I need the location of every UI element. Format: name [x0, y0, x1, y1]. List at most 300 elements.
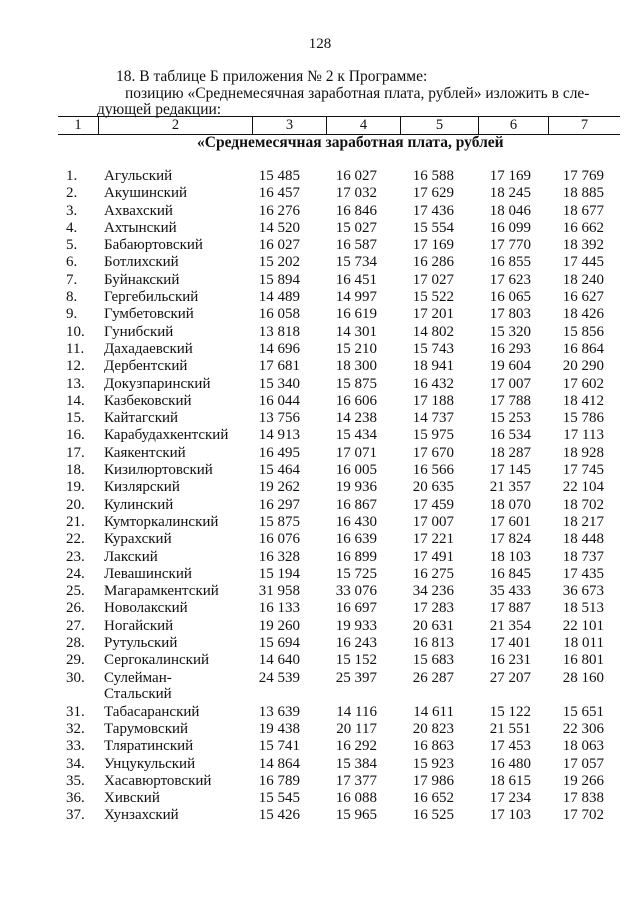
salary-value-column-6: 18 046 [489, 202, 531, 219]
salary-value-column-4: 16 088 [335, 790, 377, 807]
salary-value-column-3: 16 328 [258, 548, 300, 565]
table-row [0, 704, 640, 721]
table-row [0, 600, 640, 617]
salary-value-column-3: 15 545 [258, 790, 300, 807]
salary-value-column-3: 15 894 [258, 271, 300, 288]
district-name: Хунзахский [104, 807, 179, 824]
row-number: 33. [66, 738, 85, 755]
table-row [0, 289, 640, 306]
district-name: Левашинский [104, 565, 192, 582]
salary-value-column-5: 16 432 [412, 375, 454, 392]
salary-value-column-7: 18 240 [562, 271, 604, 288]
page-number: 128 [308, 36, 332, 52]
table-row [0, 583, 640, 600]
salary-value-column-3: 14 520 [258, 219, 300, 236]
salary-value-column-6: 17 803 [489, 306, 531, 323]
table-row [0, 445, 640, 462]
salary-value-column-4: 19 936 [335, 479, 377, 496]
salary-value-column-6: 35 433 [489, 583, 531, 600]
table-row [0, 185, 640, 202]
salary-value-column-5: 17 007 [412, 513, 454, 530]
district-name: Хасавюртовский [104, 772, 212, 789]
district-name: Сергокалинский [104, 652, 210, 669]
district-name: Сулейман- Стальский [104, 669, 172, 703]
salary-value-column-7: 15 786 [562, 410, 604, 427]
amendment-text-line-1: позицию «Среднемесячная заработная плата, рублей» изложить в сле- [125, 85, 590, 102]
table-row [0, 773, 640, 790]
column-number-3: 3 [252, 117, 326, 134]
table-row [0, 479, 640, 496]
row-number: 3. [66, 202, 78, 219]
salary-value-column-7: 20 290 [562, 358, 604, 375]
salary-value-column-3: 16 058 [258, 306, 300, 323]
salary-value-column-4: 16 292 [335, 738, 377, 755]
row-number: 29. [66, 652, 85, 669]
salary-value-column-5: 17 436 [412, 202, 454, 219]
salary-value-column-6: 21 551 [489, 720, 531, 737]
salary-value-column-5: 14 802 [412, 323, 454, 340]
salary-value-column-5: 26 287 [412, 669, 454, 686]
salary-value-column-5: 17 459 [412, 496, 454, 513]
salary-value-column-3: 15 694 [258, 635, 300, 652]
salary-value-column-3: 15 741 [258, 738, 300, 755]
salary-value-column-6: 16 231 [489, 652, 531, 669]
salary-value-column-3: 19 260 [258, 617, 300, 634]
salary-value-column-6: 18 070 [489, 496, 531, 513]
row-number: 1. [66, 168, 78, 184]
salary-value-column-3: 31 958 [258, 583, 300, 600]
salary-value-column-3: 13 756 [258, 410, 300, 427]
salary-value-column-4: 14 301 [335, 323, 377, 340]
table-row [0, 721, 640, 738]
table-row [0, 738, 640, 755]
salary-value-column-5: 16 588 [412, 168, 454, 184]
salary-value-column-7: 22 101 [562, 617, 604, 634]
salary-value-column-4: 16 027 [335, 168, 377, 184]
salary-value-column-3: 15 464 [258, 462, 300, 479]
salary-value-column-4: 16 697 [335, 600, 377, 617]
row-number: 10. [66, 323, 85, 340]
salary-value-column-6: 16 065 [489, 289, 531, 306]
salary-value-column-4: 16 005 [335, 462, 377, 479]
salary-value-column-6: 16 099 [489, 219, 531, 236]
salary-value-column-6: 16 293 [489, 340, 531, 357]
salary-value-column-3: 16 027 [258, 237, 300, 254]
salary-value-column-3: 16 276 [258, 202, 300, 219]
row-number: 12. [66, 358, 85, 375]
district-name: Магарамкентский [104, 583, 219, 600]
row-number: 23. [66, 548, 85, 565]
table-row [0, 531, 640, 548]
salary-value-column-6: 17 601 [489, 513, 531, 530]
salary-value-column-5: 18 941 [412, 358, 454, 375]
salary-value-column-6: 19 604 [489, 358, 531, 375]
salary-value-column-7: 18 392 [562, 237, 604, 254]
salary-value-column-7: 17 602 [562, 375, 604, 392]
table-row [0, 341, 640, 358]
salary-value-column-4: 15 384 [335, 755, 377, 772]
salary-value-column-3: 19 262 [258, 479, 300, 496]
salary-value-column-7: 22 306 [562, 720, 604, 737]
salary-value-column-5: 16 275 [412, 565, 454, 582]
row-number: 19. [66, 479, 85, 496]
district-name: Кизилюртовский [104, 462, 213, 479]
row-number: 31. [66, 703, 85, 720]
salary-value-column-5: 14 611 [413, 703, 454, 720]
salary-value-column-3: 15 340 [258, 375, 300, 392]
salary-value-column-3: 14 640 [258, 652, 300, 669]
salary-value-column-3: 15 875 [258, 513, 300, 530]
salary-value-column-3: 16 076 [258, 531, 300, 548]
salary-value-column-6: 16 845 [489, 565, 531, 582]
salary-value-column-7: 18 217 [562, 513, 604, 530]
salary-value-column-5: 17 221 [412, 531, 454, 548]
row-number: 2. [66, 185, 78, 202]
salary-value-column-7: 18 426 [562, 306, 604, 323]
salary-value-column-6: 16 480 [489, 755, 531, 772]
district-name: Тарумовский [104, 720, 189, 737]
district-name: Дахадаевский [104, 340, 193, 357]
salary-value-column-6: 15 122 [489, 703, 531, 720]
salary-value-column-5: 17 670 [412, 444, 454, 461]
row-number: 5. [66, 237, 78, 254]
salary-value-column-6: 17 788 [489, 392, 531, 409]
district-name: Кулинский [104, 496, 174, 513]
salary-value-column-7: 18 737 [562, 548, 604, 565]
salary-value-column-4: 17 071 [335, 444, 377, 461]
salary-value-column-6: 21 357 [489, 479, 531, 496]
salary-value-column-4: 15 725 [335, 565, 377, 582]
district-name: Ахтынский [104, 219, 177, 236]
table-row [0, 462, 640, 479]
salary-value-column-6: 16 534 [489, 427, 531, 444]
district-name: Каякентский [104, 444, 186, 461]
salary-value-column-6: 17 234 [489, 790, 531, 807]
row-number: 21. [66, 513, 85, 530]
row-number: 7. [66, 271, 78, 288]
salary-value-column-4: 20 117 [336, 720, 377, 737]
salary-value-column-4: 16 243 [335, 635, 377, 652]
table-row [0, 652, 640, 669]
salary-value-column-6: 15 320 [489, 323, 531, 340]
row-number: 6. [66, 254, 78, 271]
salary-value-column-5: 20 823 [412, 720, 454, 737]
salary-value-column-7: 18 928 [562, 444, 604, 461]
salary-value-column-7: 15 856 [562, 323, 604, 340]
table-row [0, 497, 640, 514]
row-number: 28. [66, 635, 85, 652]
row-number: 17. [66, 444, 85, 461]
salary-value-column-6: 17 007 [489, 375, 531, 392]
salary-value-column-4: 16 846 [335, 202, 377, 219]
salary-value-column-4: 25 397 [335, 669, 377, 686]
district-name: Докузпаринский [104, 375, 211, 392]
salary-value-column-4: 15 210 [335, 340, 377, 357]
salary-value-column-7: 18 513 [562, 600, 604, 617]
row-number: 22. [66, 531, 85, 548]
column-number-5: 5 [400, 117, 478, 134]
salary-value-column-5: 17 283 [412, 600, 454, 617]
column-number-1: 1 [74, 117, 82, 133]
table-column-number-row [58, 116, 620, 135]
salary-value-column-5: 16 286 [412, 254, 454, 271]
salary-value-column-6: 17 103 [489, 807, 531, 824]
salary-value-column-5: 34 236 [412, 583, 454, 600]
column-number-6: 6 [478, 117, 548, 134]
table-row [0, 410, 640, 427]
salary-value-column-5: 15 923 [412, 755, 454, 772]
table-row [0, 635, 640, 652]
salary-value-column-7: 36 673 [562, 583, 604, 600]
salary-value-column-3: 14 913 [258, 427, 300, 444]
salary-value-column-7: 15 651 [562, 703, 604, 720]
salary-value-column-3: 24 539 [258, 669, 300, 686]
salary-value-column-7: 18 063 [562, 738, 604, 755]
row-number: 18. [66, 462, 85, 479]
salary-value-column-7: 18 011 [563, 635, 604, 652]
salary-value-column-3: 15 426 [258, 807, 300, 824]
salary-value-column-7: 16 801 [562, 652, 604, 669]
row-number: 37. [66, 807, 85, 824]
column-number-7: 7 [548, 117, 620, 134]
salary-value-column-3: 19 438 [258, 720, 300, 737]
salary-value-column-7: 17 838 [562, 790, 604, 807]
salary-value-column-5: 15 743 [412, 340, 454, 357]
salary-value-column-7: 19 266 [562, 772, 604, 789]
row-number: 9. [66, 306, 78, 323]
salary-value-column-4: 17 032 [335, 185, 377, 202]
row-number: 25. [66, 583, 85, 600]
salary-value-column-3: 14 696 [258, 340, 300, 357]
salary-value-column-4: 15 152 [335, 652, 377, 669]
salary-value-column-4: 16 430 [335, 513, 377, 530]
salary-value-column-6: 17 623 [489, 271, 531, 288]
salary-value-column-5: 16 652 [412, 790, 454, 807]
row-number: 32. [66, 720, 85, 737]
table-row [0, 220, 640, 237]
salary-value-column-3: 16 044 [258, 392, 300, 409]
salary-value-column-6: 16 855 [489, 254, 531, 271]
row-number: 16. [66, 427, 85, 444]
row-number: 34. [66, 755, 85, 772]
salary-value-column-4: 16 867 [335, 496, 377, 513]
district-name: Казбековский [104, 392, 192, 409]
row-number: 13. [66, 375, 85, 392]
district-name: Рутульский [104, 635, 178, 652]
salary-value-column-4: 16 899 [335, 548, 377, 565]
table-row [0, 168, 640, 185]
table-row [0, 272, 640, 289]
district-name: Буйнакский [104, 271, 180, 288]
salary-value-column-5: 15 683 [412, 652, 454, 669]
row-number: 14. [66, 392, 85, 409]
salary-value-column-5: 15 554 [412, 219, 454, 236]
district-name: Гергебильский [104, 289, 199, 306]
salary-value-column-5: 17 629 [412, 185, 454, 202]
row-number: 24. [66, 565, 85, 582]
salary-value-column-7: 22 104 [562, 479, 604, 496]
salary-value-column-3: 16 457 [258, 185, 300, 202]
salary-value-column-6: 17 145 [489, 462, 531, 479]
row-number: 11. [66, 340, 85, 357]
salary-value-column-6: 17 824 [489, 531, 531, 548]
amendment-heading: 18. В таблице Б приложения № 2 к Программе: [116, 68, 428, 85]
salary-value-column-5: 20 635 [412, 479, 454, 496]
salary-value-column-6: 15 253 [489, 410, 531, 427]
district-name: Карабудахкентский [104, 427, 229, 444]
table-row [0, 237, 640, 254]
salary-value-column-3: 16 789 [258, 772, 300, 789]
salary-value-column-7: 18 885 [562, 185, 604, 202]
salary-value-column-5: 16 813 [412, 635, 454, 652]
table-row [0, 549, 640, 566]
salary-value-column-4: 15 965 [335, 807, 377, 824]
salary-value-column-4: 16 451 [335, 271, 377, 288]
district-name: Кумторкалинский [104, 513, 219, 530]
salary-value-column-6: 18 103 [489, 548, 531, 565]
salary-value-column-3: 16 297 [258, 496, 300, 513]
salary-value-column-4: 14 116 [336, 703, 377, 720]
district-name: Хивский [104, 790, 160, 807]
salary-value-column-3: 15 485 [258, 168, 300, 184]
salary-value-column-3: 14 489 [258, 289, 300, 306]
salary-value-column-5: 17 027 [412, 271, 454, 288]
table-title: «Среднемесячная заработная плата, рублей [197, 134, 504, 151]
district-name: Унцукульский [104, 755, 196, 772]
salary-value-column-4: 14 238 [335, 410, 377, 427]
district-name: Дербентский [104, 358, 188, 375]
salary-value-column-7: 18 448 [562, 531, 604, 548]
row-number: 26. [66, 600, 85, 617]
salary-value-column-4: 15 734 [335, 254, 377, 271]
row-number: 35. [66, 772, 85, 789]
table-row [0, 254, 640, 271]
row-number: 27. [66, 617, 85, 634]
salary-value-column-3: 16 495 [258, 444, 300, 461]
district-name: Ногайский [104, 617, 174, 634]
table-row [0, 393, 640, 410]
salary-value-column-7: 16 662 [562, 219, 604, 236]
salary-value-column-7: 17 769 [562, 168, 604, 184]
table-row [0, 514, 640, 531]
salary-value-column-5: 15 522 [412, 289, 454, 306]
salary-value-column-6: 18 615 [489, 772, 531, 789]
table-row [0, 203, 640, 220]
district-name: Кайтагский [104, 410, 179, 427]
district-name: Лакский [104, 548, 158, 565]
salary-table-body [0, 168, 640, 825]
salary-value-column-4: 15 027 [335, 219, 377, 236]
table-row [0, 670, 640, 704]
salary-value-column-6: 27 207 [489, 669, 531, 686]
salary-value-column-4: 18 300 [335, 358, 377, 375]
salary-value-column-7: 18 412 [562, 392, 604, 409]
table-row [0, 566, 640, 583]
salary-value-column-7: 17 445 [562, 254, 604, 271]
table-row [0, 756, 640, 773]
table-row [0, 306, 640, 323]
row-number: 30. [66, 669, 85, 686]
row-number: 20. [66, 496, 85, 513]
salary-value-column-3: 16 133 [258, 600, 300, 617]
salary-value-column-5: 17 986 [412, 772, 454, 789]
table-row [0, 427, 640, 444]
salary-value-column-6: 18 287 [489, 444, 531, 461]
salary-value-column-4: 16 619 [335, 306, 377, 323]
salary-value-column-7: 16 627 [562, 289, 604, 306]
salary-value-column-5: 17 491 [412, 548, 454, 565]
salary-value-column-6: 17 401 [489, 635, 531, 652]
row-number: 4. [66, 219, 78, 236]
table-row [0, 376, 640, 393]
district-name: Новолакский [104, 600, 188, 617]
salary-value-column-6: 17 770 [489, 237, 531, 254]
district-name: Бабаюртовский [104, 237, 203, 254]
salary-value-column-7: 17 057 [562, 755, 604, 772]
column-number-2: 2 [98, 117, 252, 134]
district-name: Тляратинский [104, 738, 194, 755]
salary-value-column-5: 20 631 [412, 617, 454, 634]
table-row [0, 618, 640, 635]
salary-value-column-6: 18 245 [489, 185, 531, 202]
district-name: Гумбетовский [104, 306, 194, 323]
district-name: Агульский [104, 168, 173, 184]
salary-value-column-7: 17 113 [563, 427, 604, 444]
salary-value-column-7: 18 677 [562, 202, 604, 219]
salary-value-column-4: 16 587 [335, 237, 377, 254]
salary-value-column-5: 16 525 [412, 807, 454, 824]
salary-value-column-7: 17 702 [562, 807, 604, 824]
table-row [0, 358, 640, 375]
district-name: Кизлярский [104, 479, 180, 496]
table-row [0, 790, 640, 807]
district-name: Акушинский [104, 185, 188, 202]
salary-value-column-3: 17 681 [258, 358, 300, 375]
district-name: Ботлихский [104, 254, 179, 271]
salary-value-column-3: 14 864 [258, 755, 300, 772]
salary-value-column-3: 15 202 [258, 254, 300, 271]
salary-value-column-3: 13 639 [258, 703, 300, 720]
salary-value-column-5: 15 975 [412, 427, 454, 444]
district-name: Гунибский [104, 323, 174, 340]
district-name: Ахвахский [104, 202, 173, 219]
salary-value-column-5: 16 566 [412, 462, 454, 479]
salary-value-column-4: 15 434 [335, 427, 377, 444]
salary-value-column-4: 15 875 [335, 375, 377, 392]
salary-value-column-6: 17 169 [489, 168, 531, 184]
amendment-text-line-2: дующей редакции: [97, 101, 222, 118]
table-row [0, 324, 640, 341]
row-number: 36. [66, 790, 85, 807]
row-number: 15. [66, 410, 85, 427]
salary-value-column-5: 14 737 [412, 410, 454, 427]
salary-value-column-3: 15 194 [258, 565, 300, 582]
salary-value-column-6: 17 887 [489, 600, 531, 617]
salary-value-column-6: 17 453 [489, 738, 531, 755]
salary-value-column-3: 13 818 [258, 323, 300, 340]
salary-value-column-7: 17 745 [562, 462, 604, 479]
salary-value-column-7: 16 864 [562, 340, 604, 357]
salary-value-column-7: 17 435 [562, 565, 604, 582]
salary-value-column-5: 16 863 [412, 738, 454, 755]
salary-value-column-5: 17 169 [412, 237, 454, 254]
salary-value-column-4: 33 076 [335, 583, 377, 600]
district-name: Табасаранский [104, 703, 200, 720]
salary-value-column-7: 18 702 [562, 496, 604, 513]
row-number: 8. [66, 289, 78, 306]
salary-value-column-4: 16 639 [335, 531, 377, 548]
salary-value-column-7: 28 160 [562, 669, 604, 686]
